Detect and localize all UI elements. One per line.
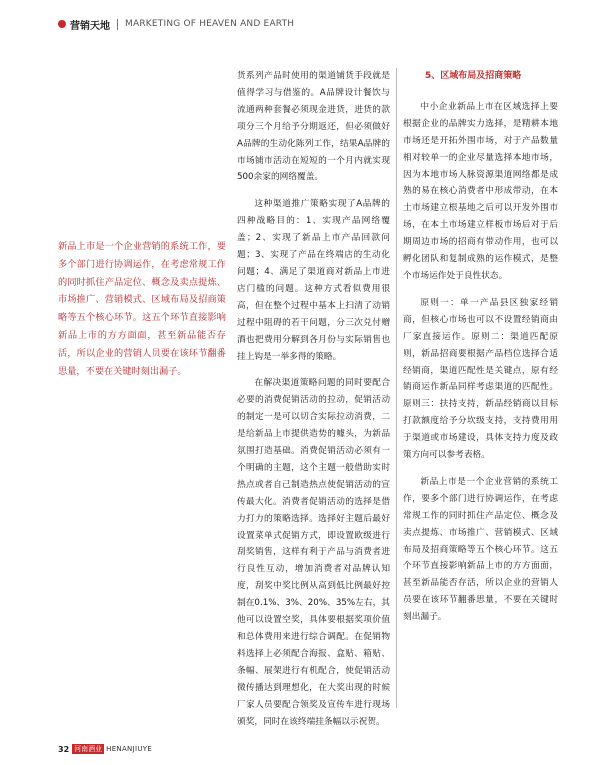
paragraph: 中小企业新品上市在区域选择上要根据企业的品牌实力选择，是精耕本地市场还是开拓外围市场，对于产品数量相对较单一的企业尽量选择本地市场，因为本地市场人脉资源渠道网络都是成熟的易在核心消费者中形成带动，在本土市场建立根基地之后可以开发外围市场，在本土市场建立样板市场后对于后期周边市场的招商有带动作用，也可以孵化团队和复制成熟的运作模式，是整个市场运作处于良性状态。 xyxy=(403,101,558,281)
page-number: 32 xyxy=(58,744,70,754)
article-column-middle xyxy=(237,68,390,730)
paragraph: 这种渠道推广策略实现了A品牌的四种战略目的：1、实现产品网络覆盖；2、实现了新品上市产品回款问题；3、实现了产品在终端店的生动化问题；4、满足了渠道商对新品上市进店门槛的问题。这种方式看似费用很高，但在整个过程中基本上扫清了动销过程中阻碍的若干问题，分三次兑付赠酒也把费用分解到各月份与实际销售也挂上钩是一举多得的策略。 xyxy=(237,199,390,362)
paragraph: 货系列产品时使用的渠道铺货手段就是值得学习与借鉴的。A品牌设计餐饮与流通两种套餐必须现金进货，进货的款项分三个月给予分期返还，但必须做好A品牌的生动化陈列工作，结果A品牌的市场铺市活动在短短的一个月内就实现500余家的网络覆盖。 xyxy=(237,71,390,183)
article-column-right xyxy=(403,68,558,626)
section-brand: 营销天地 xyxy=(70,20,110,32)
paragraph: 在解决渠道策略问题的同时要配合必要的消费促销活动的拉动，促销活动的制定一是可以切合实际拉动消费，二是给新品上市提供造势的噱头，为新品氛围打造基础。消费促销活动必须有一个明确的主题，这个主题一般借助实时热点或者自己制造热点使促销活动的宣传最大化。消费者促销活动的选择是借力打力的策略选择。选择好主题后最好设置菜单式促销方式，即设置欧级进行刮奖销售，这样有利于产品与消费者进行良性互动，增加消费者对品牌认知度，刮奖中奖比例从高到低比例最好控制在0.1%、3%、20%、35%左右，其他可以设置空奖，具体要根据奖项价值和总体费用来进行综合调配。在促销物料选择上必须配合海报、盒贴、箱贴、条幅、展架进行有机配合，使促销活动微传播达到理想化，在大奖出现的时候厂家人员要配合领奖及宣传车进行现场颁奖，同时在该终端挂条幅以示祝贺。 xyxy=(237,378,390,727)
magazine-logo: 河南酒业 xyxy=(74,745,103,753)
section-heading: 5、区域布局及招商策略 xyxy=(425,71,522,81)
header-divider xyxy=(117,19,118,30)
column-divider xyxy=(396,68,397,708)
section-subtitle: MARKETING OF HEAVEN AND EARTH xyxy=(125,19,295,29)
pull-quote: 新品上市是一个企业营销的系统工作，要多个部门进行协调运作，在考虑常规工作的同时抓住产品定位、概念及卖点提炼、市场推广、营销模式、区域布局及招商策略等五个核心环节。这五个环节直接影响新品上市的方方面面，甚至新品能否存活，所以企业的营销人员要在该环节翻番思量，不要在关键时刻出漏子。 xyxy=(58,241,226,377)
page-header xyxy=(58,16,589,32)
paragraph: 原则一：单一产品县区独家经销商，但核心市场也可以不设置经销商由厂家直接运作。原则二：渠道匹配原则，新品招商要根据产品档位选择合适经销商，渠道匹配性是关键点，原有经销商运作新品同样考虑渠道的匹配性。原则三：扶持支持，新品经销商以目标打款额度给予分坎级支持，支持费用用于渠道或市场建设，具体支持力度及政策方向可以参考表格。 xyxy=(403,297,558,461)
page-footer xyxy=(58,744,152,754)
red-dot-icon xyxy=(58,20,66,28)
paragraph: 新品上市是一个企业营销的系统工作，要多个部门进行协调运作，在考虑常规工作的同时抓住产品定位、概念及卖点提炼、市场推广、营销模式、区域布局及招商策略等五个核心环节。这五个环节直接影响新品上市的方方面面，甚至新品能否存活，所以企业的营销人员要在该环节翻番思量，不要在关键时刻出漏子。 xyxy=(403,476,558,623)
magazine-pinyin: HENANJIUYE xyxy=(106,745,153,753)
